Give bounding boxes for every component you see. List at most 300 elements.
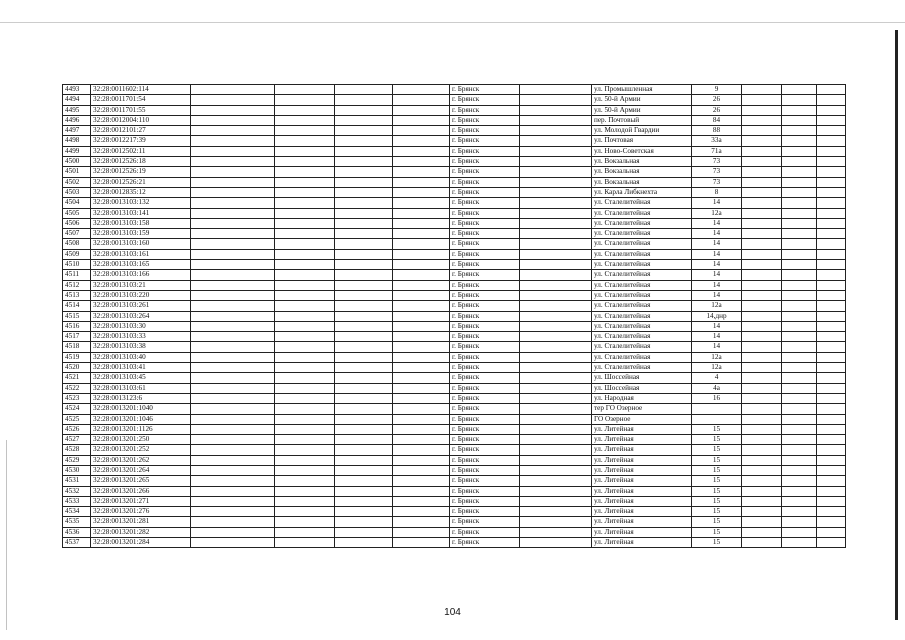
empty-cell <box>520 393 592 403</box>
cadastral-number-cell: 32:28:0013103:141 <box>91 208 191 218</box>
city-cell: г. Брянск <box>450 136 520 146</box>
table-row <box>63 332 846 342</box>
empty-cell <box>191 270 275 280</box>
street-cell: ул. Сталелитейная <box>592 311 692 321</box>
empty-cell <box>817 393 846 403</box>
cadastral-number-cell: 32:28:0013201:252 <box>91 445 191 455</box>
empty-cell <box>191 527 275 537</box>
empty-cell <box>817 157 846 167</box>
table-row <box>63 187 846 197</box>
empty-cell <box>782 105 817 115</box>
row-number-cell: 4503 <box>63 187 91 197</box>
empty-cell <box>817 311 846 321</box>
empty-cell <box>335 527 393 537</box>
empty-cell <box>520 445 592 455</box>
row-number-cell: 4499 <box>63 146 91 156</box>
empty-cell <box>817 476 846 486</box>
row-number-cell: 4530 <box>63 465 91 475</box>
cadastral-number-cell: 32:28:0013103:30 <box>91 321 191 331</box>
empty-cell <box>782 455 817 465</box>
cadastral-number-cell: 32:28:0013103:21 <box>91 280 191 290</box>
city-cell: г. Брянск <box>450 465 520 475</box>
empty-cell <box>393 373 450 383</box>
empty-cell <box>191 218 275 228</box>
house-number-cell: 14 <box>692 249 742 259</box>
empty-cell <box>742 435 782 445</box>
empty-cell <box>191 311 275 321</box>
table-row <box>63 404 846 414</box>
empty-cell <box>782 393 817 403</box>
street-cell: ул. 50-й Армии <box>592 105 692 115</box>
empty-cell <box>275 352 335 362</box>
empty-cell <box>275 239 335 249</box>
empty-cell <box>817 208 846 218</box>
house-number-cell: 14 <box>692 218 742 228</box>
empty-cell <box>191 507 275 517</box>
row-number-cell: 4517 <box>63 332 91 342</box>
empty-cell <box>191 538 275 548</box>
empty-cell <box>275 280 335 290</box>
empty-cell <box>742 373 782 383</box>
empty-cell <box>520 404 592 414</box>
empty-cell <box>393 404 450 414</box>
empty-cell <box>275 393 335 403</box>
empty-cell <box>393 301 450 311</box>
empty-cell <box>817 424 846 434</box>
house-number-cell: 14 <box>692 342 742 352</box>
empty-cell <box>275 270 335 280</box>
table-row <box>63 301 846 311</box>
register-table-body <box>63 85 846 548</box>
empty-cell <box>191 290 275 300</box>
empty-cell <box>742 393 782 403</box>
empty-cell <box>520 352 592 362</box>
empty-cell <box>817 290 846 300</box>
cadastral-number-cell: 32:28:0013103:165 <box>91 260 191 270</box>
cadastral-number-cell: 32:28:0013103:33 <box>91 332 191 342</box>
empty-cell <box>335 507 393 517</box>
empty-cell <box>742 115 782 125</box>
house-number-cell: 12а <box>692 301 742 311</box>
table-row <box>63 136 846 146</box>
city-cell: г. Брянск <box>450 85 520 95</box>
row-number-cell: 4505 <box>63 208 91 218</box>
empty-cell <box>817 146 846 156</box>
table-row <box>63 249 846 259</box>
empty-cell <box>393 517 450 527</box>
empty-cell <box>191 249 275 259</box>
empty-cell <box>335 239 393 249</box>
row-number-cell: 4510 <box>63 260 91 270</box>
empty-cell <box>817 115 846 125</box>
empty-cell <box>817 342 846 352</box>
empty-cell <box>742 280 782 290</box>
empty-cell <box>782 363 817 373</box>
empty-cell <box>393 393 450 403</box>
empty-cell <box>191 105 275 115</box>
empty-cell <box>782 507 817 517</box>
street-cell: ул. Сталелитейная <box>592 280 692 290</box>
row-number-cell: 4511 <box>63 270 91 280</box>
empty-cell <box>335 424 393 434</box>
table-row <box>63 517 846 527</box>
empty-cell <box>782 321 817 331</box>
empty-cell <box>393 290 450 300</box>
empty-cell <box>275 424 335 434</box>
empty-cell <box>742 105 782 115</box>
scan-edge-left <box>6 440 7 630</box>
row-number-cell: 4537 <box>63 538 91 548</box>
empty-cell <box>191 342 275 352</box>
empty-cell <box>520 177 592 187</box>
table-row <box>63 496 846 506</box>
empty-cell <box>742 198 782 208</box>
empty-cell <box>275 404 335 414</box>
empty-cell <box>393 527 450 537</box>
empty-cell <box>335 435 393 445</box>
house-number-cell: 14 <box>692 280 742 290</box>
empty-cell <box>742 270 782 280</box>
table-row <box>63 260 846 270</box>
empty-cell <box>335 249 393 259</box>
empty-cell <box>520 290 592 300</box>
house-number-cell: 84 <box>692 115 742 125</box>
street-cell: ул. Литейная <box>592 486 692 496</box>
table-row <box>63 476 846 486</box>
empty-cell <box>393 414 450 424</box>
empty-cell <box>393 85 450 95</box>
row-number-cell: 4509 <box>63 249 91 259</box>
empty-cell <box>191 496 275 506</box>
empty-cell <box>742 352 782 362</box>
empty-cell <box>742 95 782 105</box>
empty-cell <box>782 115 817 125</box>
table-row <box>63 424 846 434</box>
empty-cell <box>275 249 335 259</box>
empty-cell <box>335 208 393 218</box>
row-number-cell: 4494 <box>63 95 91 105</box>
empty-cell <box>275 105 335 115</box>
cadastral-number-cell: 32:28:0013201:262 <box>91 455 191 465</box>
empty-cell <box>335 229 393 239</box>
empty-cell <box>742 332 782 342</box>
house-number-cell: 15 <box>692 476 742 486</box>
table-row <box>63 465 846 475</box>
house-number-cell: 15 <box>692 527 742 537</box>
row-number-cell: 4506 <box>63 218 91 228</box>
empty-cell <box>275 290 335 300</box>
empty-cell <box>782 414 817 424</box>
city-cell: г. Брянск <box>450 517 520 527</box>
cadastral-number-cell: 32:28:0013201:264 <box>91 465 191 475</box>
empty-cell <box>520 363 592 373</box>
empty-cell <box>520 486 592 496</box>
row-number-cell: 4502 <box>63 177 91 187</box>
cadastral-number-cell: 32:28:0012004:110 <box>91 115 191 125</box>
empty-cell <box>335 445 393 455</box>
empty-cell <box>782 249 817 259</box>
empty-cell <box>520 455 592 465</box>
empty-cell <box>817 260 846 270</box>
empty-cell <box>275 95 335 105</box>
empty-cell <box>335 465 393 475</box>
cadastral-number-cell: 32:28:0012526:18 <box>91 157 191 167</box>
empty-cell <box>782 157 817 167</box>
street-cell: ул. Литейная <box>592 538 692 548</box>
empty-cell <box>275 465 335 475</box>
house-number-cell: 12а <box>692 363 742 373</box>
empty-cell <box>817 280 846 290</box>
house-number-cell: 8 <box>692 187 742 197</box>
house-number-cell: 15 <box>692 424 742 434</box>
street-cell: ул. Сталелитейная <box>592 260 692 270</box>
table-row <box>63 507 846 517</box>
empty-cell <box>520 85 592 95</box>
city-cell: г. Брянск <box>450 167 520 177</box>
city-cell: г. Брянск <box>450 404 520 414</box>
house-number-cell: 15 <box>692 465 742 475</box>
empty-cell <box>742 538 782 548</box>
empty-cell <box>393 321 450 331</box>
table-row <box>63 229 846 239</box>
empty-cell <box>393 538 450 548</box>
row-number-cell: 4523 <box>63 393 91 403</box>
row-number-cell: 4501 <box>63 167 91 177</box>
table-row <box>63 208 846 218</box>
empty-cell <box>393 311 450 321</box>
empty-cell <box>742 486 782 496</box>
empty-cell <box>275 146 335 156</box>
empty-cell <box>782 373 817 383</box>
empty-cell <box>520 146 592 156</box>
empty-cell <box>520 414 592 424</box>
street-cell: тер ГО Озерное <box>592 404 692 414</box>
city-cell: г. Брянск <box>450 249 520 259</box>
street-cell: ул. Сталелитейная <box>592 249 692 259</box>
row-number-cell: 4507 <box>63 229 91 239</box>
city-cell: г. Брянск <box>450 414 520 424</box>
empty-cell <box>191 363 275 373</box>
city-cell: г. Брянск <box>450 260 520 270</box>
empty-cell <box>782 342 817 352</box>
empty-cell <box>275 342 335 352</box>
street-cell: ул. Сталелитейная <box>592 229 692 239</box>
empty-cell <box>817 187 846 197</box>
empty-cell <box>191 115 275 125</box>
empty-cell <box>335 198 393 208</box>
empty-cell <box>191 187 275 197</box>
city-cell: г. Брянск <box>450 280 520 290</box>
empty-cell <box>393 187 450 197</box>
empty-cell <box>742 311 782 321</box>
table-row <box>63 311 846 321</box>
house-number-cell: 26 <box>692 105 742 115</box>
cadastral-number-cell: 32:28:0013103:132 <box>91 198 191 208</box>
empty-cell <box>817 301 846 311</box>
row-number-cell: 4500 <box>63 157 91 167</box>
street-cell: ул. Сталелитейная <box>592 363 692 373</box>
table-row <box>63 342 846 352</box>
street-cell: ул. Вокзальная <box>592 177 692 187</box>
street-cell: ул. 50-й Армии <box>592 95 692 105</box>
empty-cell <box>520 424 592 434</box>
empty-cell <box>335 496 393 506</box>
empty-cell <box>191 85 275 95</box>
table-row <box>63 414 846 424</box>
cadastral-number-cell: 32:28:0013201:1126 <box>91 424 191 434</box>
empty-cell <box>335 126 393 136</box>
empty-cell <box>191 352 275 362</box>
empty-cell <box>335 85 393 95</box>
city-cell: г. Брянск <box>450 393 520 403</box>
table-row <box>63 115 846 125</box>
street-cell: ул. Молодой Гвардии <box>592 126 692 136</box>
empty-cell <box>817 218 846 228</box>
row-number-cell: 4518 <box>63 342 91 352</box>
empty-cell <box>520 95 592 105</box>
empty-cell <box>393 363 450 373</box>
empty-cell <box>393 424 450 434</box>
row-number-cell: 4534 <box>63 507 91 517</box>
row-number-cell: 4519 <box>63 352 91 362</box>
empty-cell <box>782 85 817 95</box>
city-cell: г. Брянск <box>450 157 520 167</box>
empty-cell <box>520 332 592 342</box>
empty-cell <box>191 146 275 156</box>
empty-cell <box>191 126 275 136</box>
empty-cell <box>335 321 393 331</box>
empty-cell <box>782 260 817 270</box>
empty-cell <box>520 167 592 177</box>
cadastral-number-cell: 32:28:0011602:114 <box>91 85 191 95</box>
street-cell: ул. Сталелитейная <box>592 321 692 331</box>
house-number-cell: 4 <box>692 373 742 383</box>
empty-cell <box>191 157 275 167</box>
city-cell: г. Брянск <box>450 146 520 156</box>
empty-cell <box>520 270 592 280</box>
empty-cell <box>335 476 393 486</box>
city-cell: г. Брянск <box>450 311 520 321</box>
cadastral-number-cell: 32:28:0013201:250 <box>91 435 191 445</box>
city-cell: г. Брянск <box>450 270 520 280</box>
empty-cell <box>817 404 846 414</box>
empty-cell <box>782 229 817 239</box>
empty-cell <box>191 332 275 342</box>
street-cell: ул. Карла Либкнехта <box>592 187 692 197</box>
empty-cell <box>393 486 450 496</box>
empty-cell <box>191 373 275 383</box>
empty-cell <box>393 157 450 167</box>
house-number-cell: 15 <box>692 538 742 548</box>
empty-cell <box>520 249 592 259</box>
empty-cell <box>335 218 393 228</box>
row-number-cell: 4536 <box>63 527 91 537</box>
empty-cell <box>817 527 846 537</box>
row-number-cell: 4512 <box>63 280 91 290</box>
empty-cell <box>191 486 275 496</box>
empty-cell <box>393 167 450 177</box>
cadastral-number-cell: 32:28:0013201:1046 <box>91 414 191 424</box>
empty-cell <box>275 187 335 197</box>
empty-cell <box>275 486 335 496</box>
empty-cell <box>393 342 450 352</box>
empty-cell <box>393 270 450 280</box>
empty-cell <box>782 95 817 105</box>
street-cell: ул. Сталелитейная <box>592 208 692 218</box>
house-number-cell: 88 <box>692 126 742 136</box>
empty-cell <box>335 538 393 548</box>
empty-cell <box>742 476 782 486</box>
empty-cell <box>520 136 592 146</box>
empty-cell <box>393 239 450 249</box>
empty-cell <box>520 321 592 331</box>
empty-cell <box>742 146 782 156</box>
empty-cell <box>817 373 846 383</box>
street-cell: ул. Литейная <box>592 496 692 506</box>
empty-cell <box>742 424 782 434</box>
empty-cell <box>191 280 275 290</box>
row-number-cell: 4522 <box>63 383 91 393</box>
cadastral-number-cell: 32:28:0012526:19 <box>91 167 191 177</box>
empty-cell <box>393 465 450 475</box>
cadastral-number-cell: 32:28:0013201:266 <box>91 486 191 496</box>
cadastral-number-cell: 32:28:0013201:282 <box>91 527 191 537</box>
empty-cell <box>520 383 592 393</box>
house-number-cell: 15 <box>692 507 742 517</box>
empty-cell <box>335 342 393 352</box>
empty-cell <box>520 527 592 537</box>
table-row <box>63 167 846 177</box>
house-number-cell: 16 <box>692 393 742 403</box>
street-cell: ул. Сталелитейная <box>592 301 692 311</box>
empty-cell <box>275 383 335 393</box>
street-cell: ул. Шоссейная <box>592 373 692 383</box>
street-cell: ул. Литейная <box>592 465 692 475</box>
empty-cell <box>393 198 450 208</box>
empty-cell <box>275 301 335 311</box>
empty-cell <box>393 136 450 146</box>
row-number-cell: 4525 <box>63 414 91 424</box>
city-cell: г. Брянск <box>450 126 520 136</box>
row-number-cell: 4495 <box>63 105 91 115</box>
empty-cell <box>275 455 335 465</box>
empty-cell <box>817 249 846 259</box>
cadastral-number-cell: 32:28:0013103:38 <box>91 342 191 352</box>
empty-cell <box>335 167 393 177</box>
row-number-cell: 4527 <box>63 435 91 445</box>
street-cell: ул. Литейная <box>592 507 692 517</box>
empty-cell <box>520 105 592 115</box>
empty-cell <box>782 527 817 537</box>
empty-cell <box>275 167 335 177</box>
empty-cell <box>275 496 335 506</box>
table-row <box>63 321 846 331</box>
cadastral-number-cell: 32:28:0013103:158 <box>91 218 191 228</box>
empty-cell <box>742 239 782 249</box>
empty-cell <box>275 527 335 537</box>
empty-cell <box>782 218 817 228</box>
empty-cell <box>335 373 393 383</box>
table-row <box>63 95 846 105</box>
empty-cell <box>520 435 592 445</box>
table-row <box>63 445 846 455</box>
empty-cell <box>520 476 592 486</box>
empty-cell <box>742 167 782 177</box>
empty-cell <box>275 507 335 517</box>
empty-cell <box>335 486 393 496</box>
cadastral-number-cell: 32:28:0012502:11 <box>91 146 191 156</box>
empty-cell <box>782 517 817 527</box>
